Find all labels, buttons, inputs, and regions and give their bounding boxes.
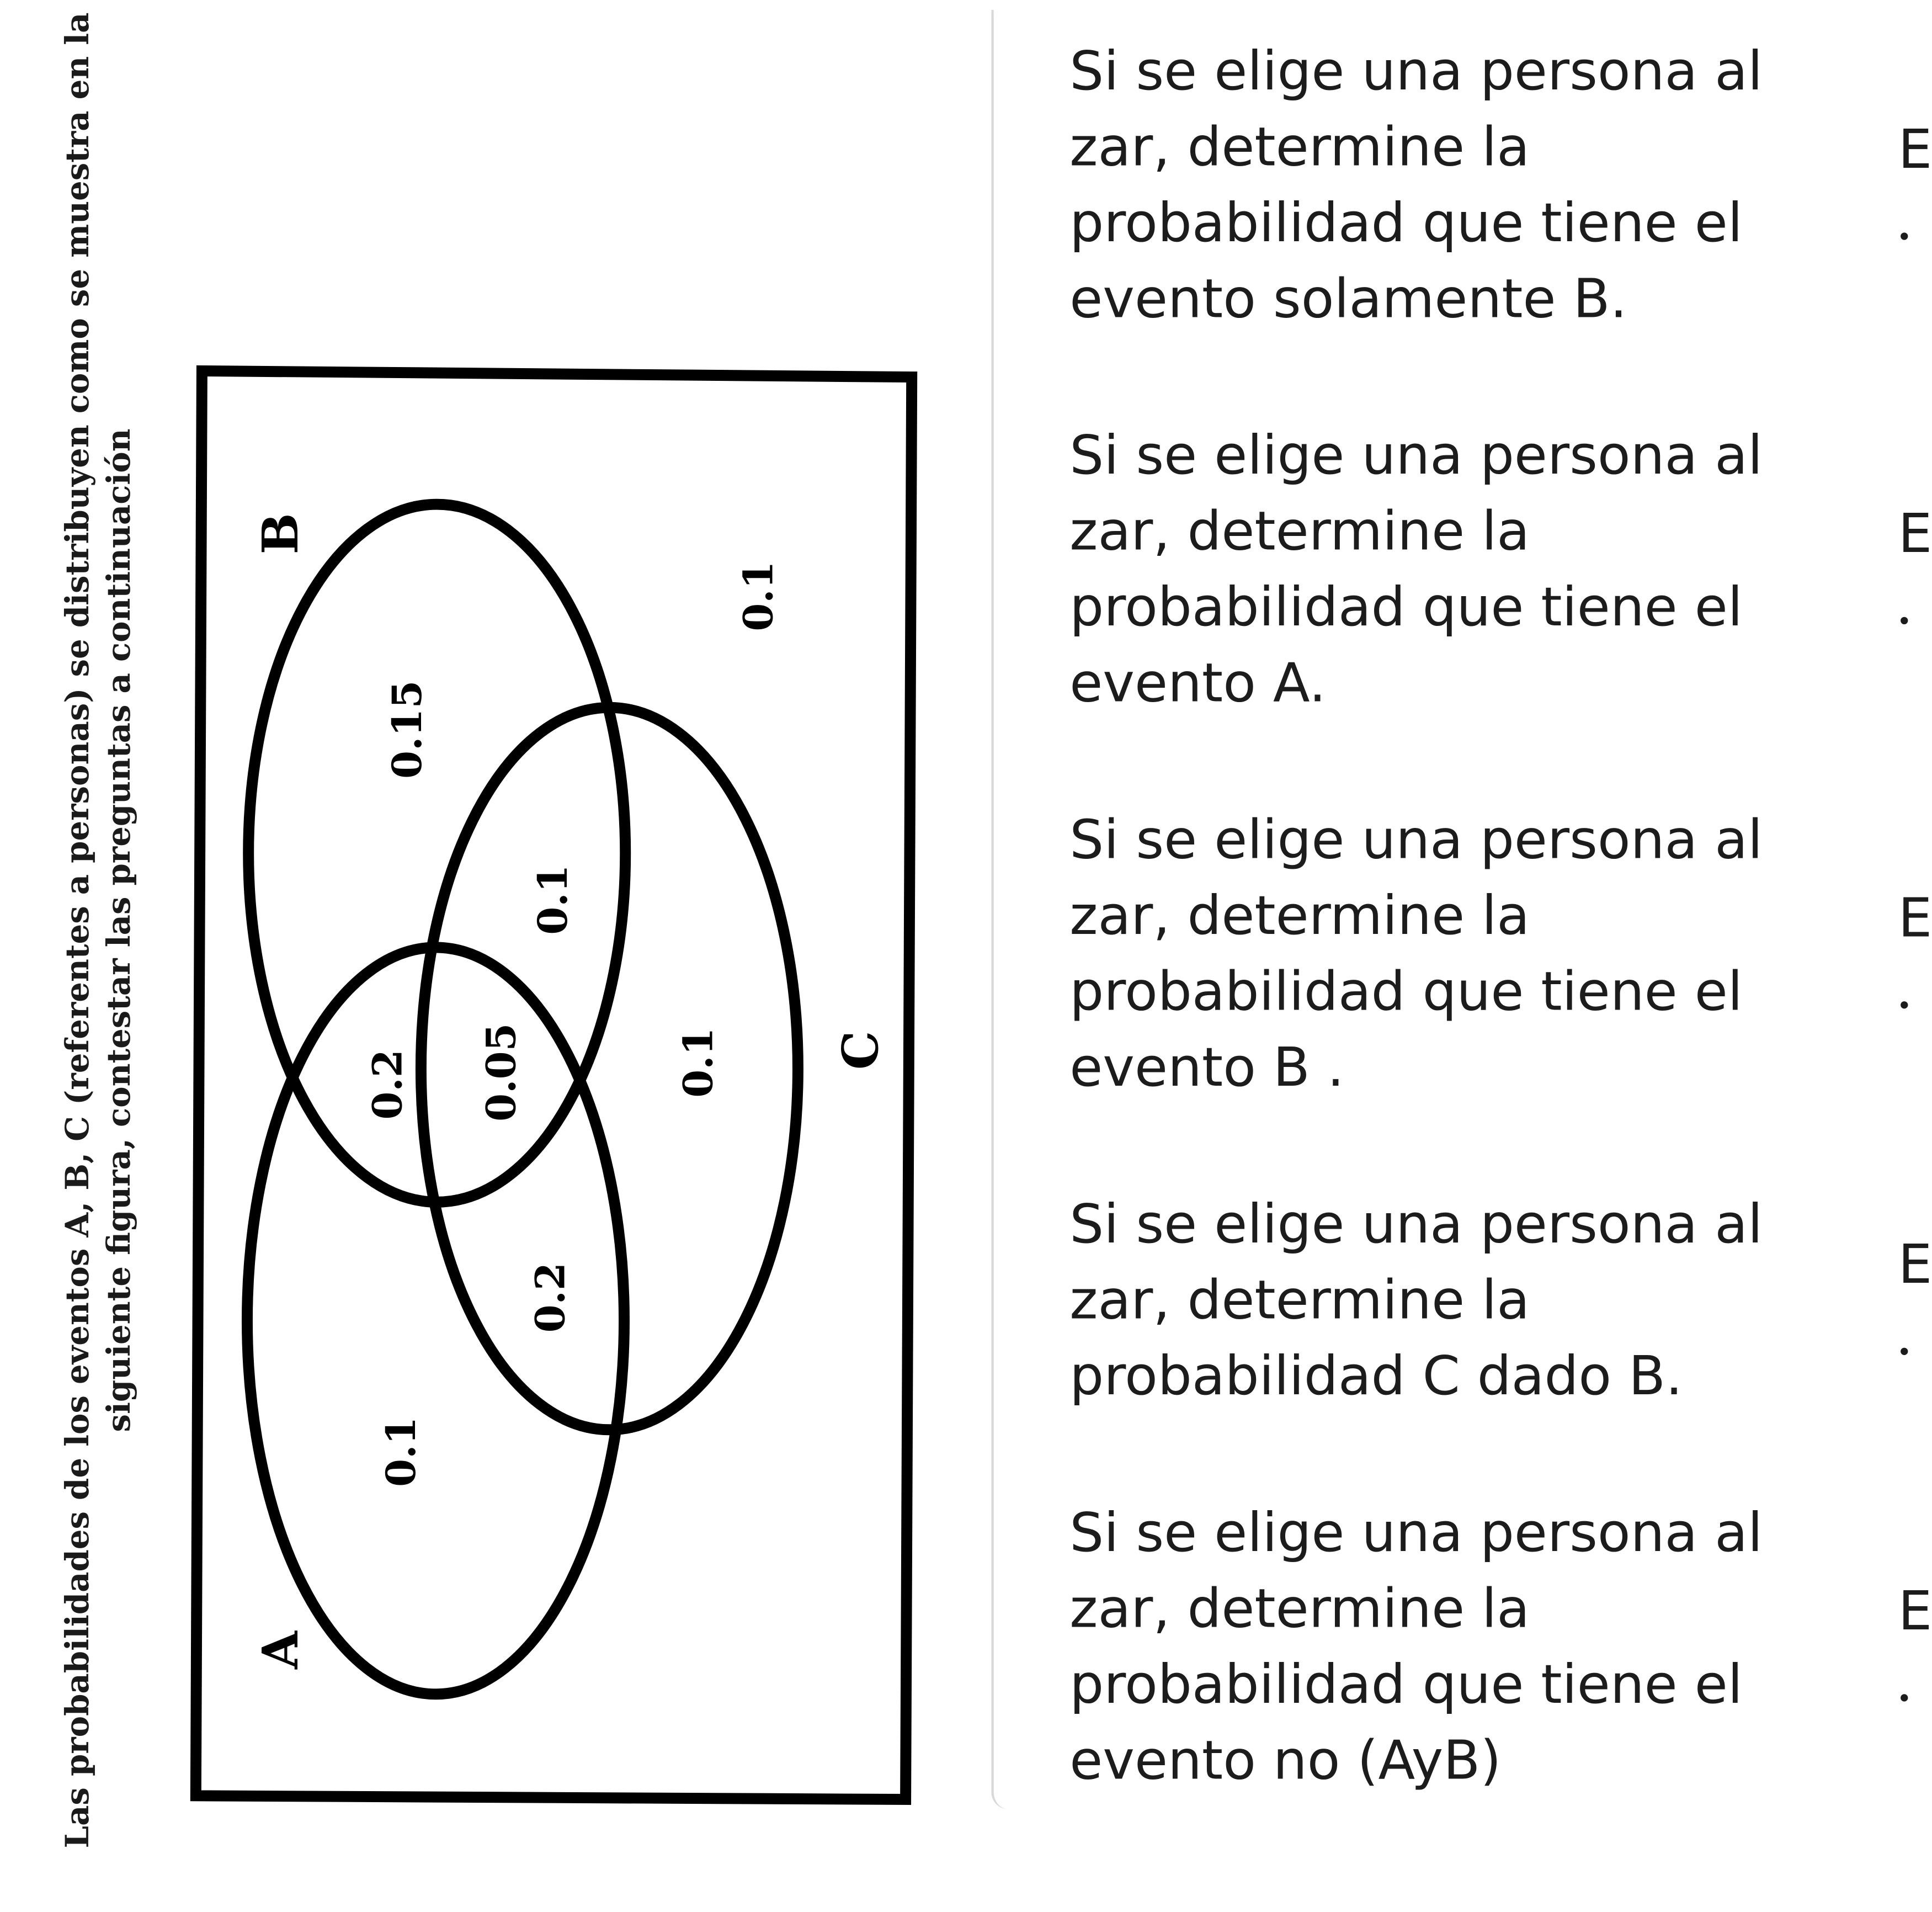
clipped-answer-glyph-4: E	[1898, 1234, 1932, 1297]
clipped-answer-dot-3	[1901, 1001, 1908, 1008]
caption-line-2: siguiente figura, contestar las preguntas a continuación	[100, 428, 138, 1432]
region-outside: 0.1	[735, 561, 783, 631]
clipped-answer-glyph-1: E	[1898, 119, 1932, 182]
region-a-and-c: 0.2	[526, 1262, 574, 1333]
clipped-answer-glyph-5: E	[1898, 1580, 1932, 1643]
question-3: Si se elige una persona al zar, determine la probabilidad que tiene el evento B .	[1069, 809, 1763, 1100]
region-a-and-b: 0.2	[364, 1049, 412, 1120]
clipped-answer-dot-4	[1901, 1348, 1908, 1355]
question-5: Si se elige una persona al zar, determine la probabilidad que tiene el evento no (AyB)	[1069, 1502, 1763, 1792]
caption-line-1: Las probabilidades de los eventos A, B, C (referentes a personas) se distribuyen como se muestra en la	[58, 12, 96, 1849]
region-b-and-c: 0.1	[529, 864, 577, 935]
region-only-b: 0.15	[383, 680, 431, 779]
clipped-answer-dot-5	[1901, 1694, 1908, 1701]
region-only-c: 0.1	[674, 1027, 722, 1098]
region-a-b-c: 0.05	[477, 1023, 525, 1122]
clipped-answer-glyph-3: E	[1898, 887, 1932, 950]
region-only-a: 0.1	[377, 1416, 425, 1487]
clipped-answer-glyph-2: E	[1898, 503, 1932, 566]
question-4: Si se elige una persona al zar, determine la probabilidad C dado B.	[1069, 1193, 1763, 1408]
question-2: Si se elige una persona al zar, determine la probabilidad que tiene el evento A.	[1069, 424, 1763, 715]
clipped-answer-dot-1	[1901, 232, 1908, 240]
set-label-b: B	[251, 513, 309, 555]
question-1: Si se elige una persona al zar, determine la probabilidad que tiene el evento solamente B.	[1069, 40, 1763, 331]
set-label-a: A	[251, 1631, 309, 1669]
set-label-c: C	[832, 1031, 890, 1070]
clipped-answer-dot-2	[1901, 617, 1908, 624]
